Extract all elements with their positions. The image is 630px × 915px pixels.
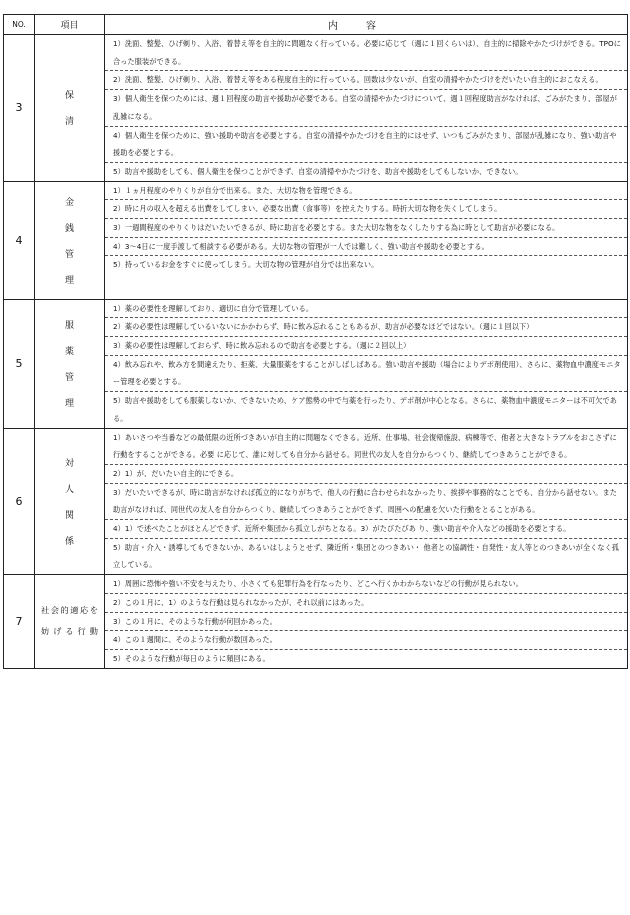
header-item: 項目	[35, 15, 105, 35]
table-row	[4, 428, 628, 575]
option-item: 5）助言や援助をしても服薬しないか、できないため、ケア態勢の中で与薬を行ったり、デポ剤が中心となる。さらに、薬物血中濃度モニターは不可欠である。	[113, 396, 617, 423]
option-item: 1）洗面、整髪、ひげ剃り、入浴、着替え等を自主的に問題なく行っている。必要に応じて（週に１回くらいは）、自主的に掃除やかたづけができる。TPOに合った服装ができる。	[105, 35, 627, 71]
header-no: NO.	[4, 15, 35, 35]
option-item: 5）持っているお金をすぐに使ってしまう。大切な物の管理が自分では出来ない。	[113, 260, 379, 270]
table-row	[4, 35, 628, 182]
option-item: 2）1）が、だいたい自主的にできる。	[105, 465, 627, 484]
item-char: 保	[64, 91, 74, 102]
row-item	[35, 299, 105, 428]
option-item: 1）薬の必要性を理解しており、適切に自分で管理している。	[105, 300, 627, 319]
option-item: 3）この１月に、そのような行動が何回かあった。	[105, 613, 627, 632]
item-char: 理	[64, 399, 74, 410]
assessment-table	[3, 14, 628, 669]
option-item: 2）洗面、整髪、ひげ剃り、入浴、着替え等をある程度自主的に行っている。回数は少ないが、自室の清掃やかたづけをだいたい自主的におこなえる。	[105, 71, 627, 90]
item-label: 社会的適応を妨げる行動	[41, 605, 98, 637]
option-item: 1）周囲に恐怖や強い不安を与えたり、小さくても犯罪行為を行なったり、どこへ行くかわからないなどの行動が見られない。	[105, 575, 627, 594]
row-item	[35, 575, 105, 669]
item-char: 銭	[64, 223, 74, 234]
option-item: 4）3～4日に一度手渡して相談する必要がある。大切な物の管理が一人では難しく、強い助言や援助を必要とする。	[105, 238, 627, 257]
row-number: 6	[4, 428, 35, 575]
row-item	[35, 35, 105, 182]
option-item: 4）個人衛生を保つために、強い援助や助言を必要とする。自室の清掃やかたづけを自主的にはせず、いつもごみがたまり、部屋が乱雑になり、強い助言や援助を必要とする。	[105, 127, 627, 163]
option-item: 4）飲み忘れや、飲み方を間違えたり、拒薬、大量服薬をすることがしばしばある。強い助言や援助（場合によりデポ剤使用）、さらに、薬物血中濃度モニター管理を必要とする。	[105, 356, 627, 392]
item-char: 金	[64, 197, 74, 208]
option-item: 1）１ヵ月程度のやりくりが自分で出来る。また、大切な物を管理できる。	[105, 182, 627, 201]
row-options	[105, 428, 628, 575]
row-options	[105, 35, 628, 182]
row-options	[105, 299, 628, 428]
row-number: 3	[4, 35, 35, 182]
item-char: 人	[64, 484, 74, 495]
table-row	[4, 181, 628, 299]
item-char: 関	[64, 510, 74, 521]
item-char: 服	[64, 321, 74, 332]
option-item: 3）個人衛生を保つためには、週１回程度の助言や援助が必要である。自室の清掃やかたづけについて、週１回程度助言がなければ、ごみがたまり、部屋が乱雑になる。	[105, 90, 627, 126]
row-item	[35, 181, 105, 299]
item-char: 管	[64, 373, 74, 384]
option-item: 2）この１月に、1）のような行動は見られなかったが、それ以前にはあった。	[105, 594, 627, 613]
option-item: 2）薬の必要性は理解しているいないにかかわらず、時に飲み忘れることもあるが、助言が必要なほどではない。（週に１回以下）	[105, 318, 627, 337]
row-number: 7	[4, 575, 35, 669]
option-item: 4）この１週間に、そのような行動が数回あった。	[105, 631, 627, 650]
option-item: 4）1）で述べたことがほとんどできず、近所や集団から孤立しがちとなる。3）がたびたびあ り、強い助言や介入などの援助を必要とする。	[105, 520, 627, 539]
item-char: 理	[64, 275, 74, 286]
option-item: 3）だいたいできるが、時に助言がなければ孤立的になりがちで、他人の行動に合わせられなかったり、挨拶や事務的なことでも、自分から話せない。また助言がなければ、同世代の友人を自分からつくり、継続してつきあうことができず、周囲への配慮を欠いた行動をとることがある。	[105, 484, 627, 520]
table-row	[4, 299, 628, 428]
option-item: 3）一週間程度のやりくりはだいたいできるが、時に助言を必要とする。また大切な物をなくしたりする為に時として助言が必要になる。	[105, 219, 627, 238]
option-item: 5）そのような行動が毎日のように頻回にある。	[113, 653, 270, 663]
item-char: 対	[64, 458, 74, 469]
row-number: 4	[4, 181, 35, 299]
item-char: 清	[64, 117, 74, 128]
row-options	[105, 575, 628, 669]
option-item: 1）あいさつや当番などの最低限の近所づきあいが自主的に問題なくできる。近所、仕事場、社会復帰施設、病棟等で、他者と大きなトラブルをおこさずに行動をすることができる。必要 に応じて、誰に対しても自分から話せる。同世代の友人を自分からつくり、継続してつきあうことができる。	[105, 429, 627, 465]
header-row	[4, 15, 628, 35]
row-item	[35, 428, 105, 575]
option-item: 5）助言や援助をしても、個人衛生を保つことができず、自室の清掃やかたづけを、助言や援助をしてもしないか、できない。	[113, 166, 523, 176]
option-item: 5）助言・介入・誘導してもできないか、あるいはしようとせず、隣近所・集団とのつきあい・ 他者との協調性・自発性・友人等とのつきあいが全くなく孤立している。	[113, 542, 620, 570]
header-content: 内容	[105, 15, 628, 35]
item-char: 管	[64, 249, 74, 260]
row-number: 5	[4, 299, 35, 428]
option-item: 3）薬の必要性は理解しておらず、時に飲み忘れるので助言を必要とする。（週に２回以上）	[105, 337, 627, 356]
item-char: 薬	[64, 347, 74, 358]
table-row	[4, 575, 628, 669]
row-options	[105, 181, 628, 299]
option-item: 2）時に月の収入を超える出費をしてしまい、必要な出費（食事等）を控えたりする。時折大切な物を失くしてしまう。	[105, 200, 627, 219]
item-char: 係	[64, 536, 74, 547]
